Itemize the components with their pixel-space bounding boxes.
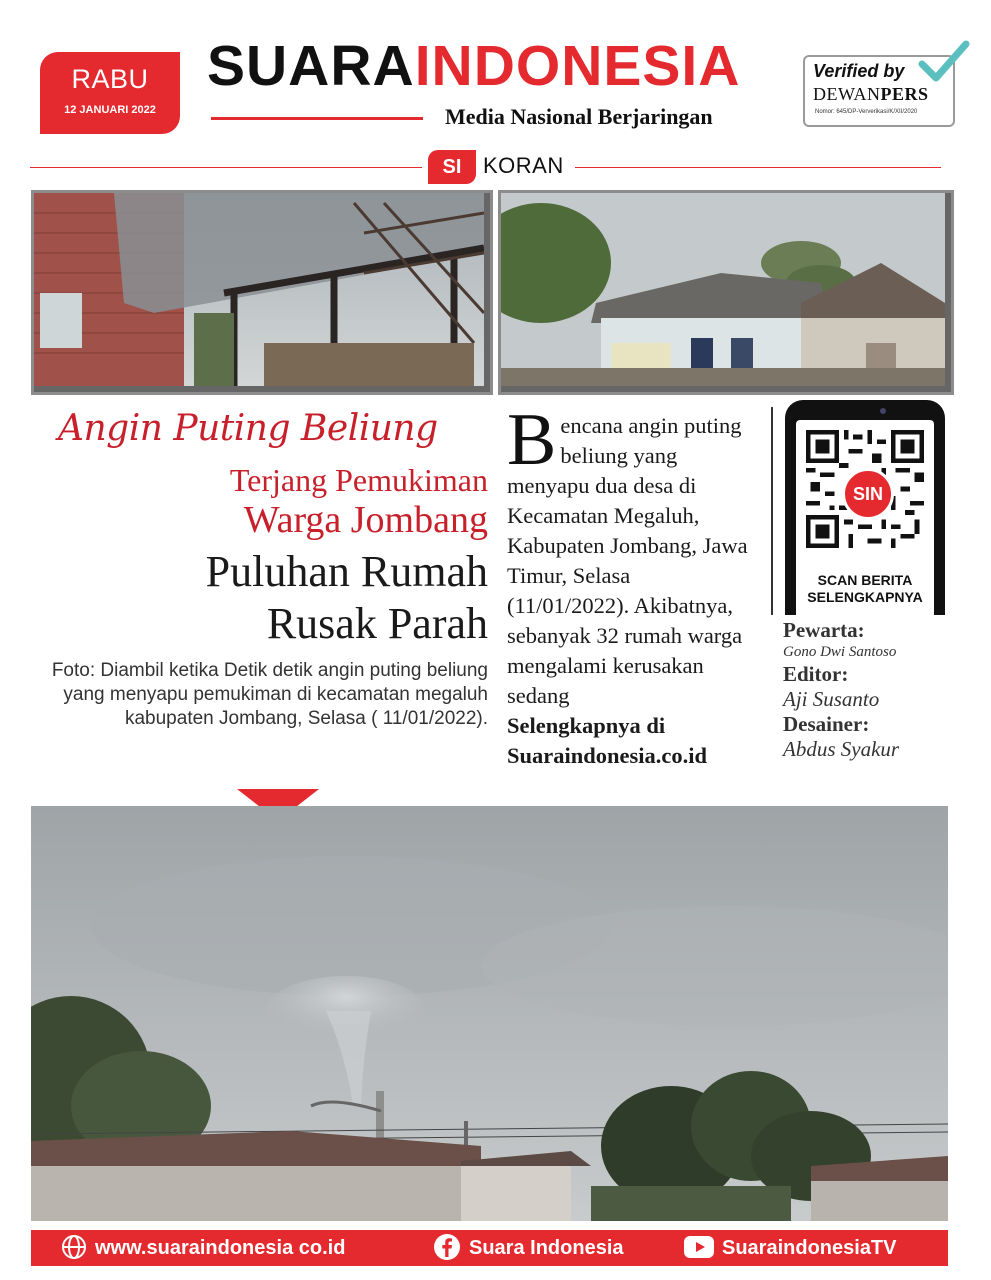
credits (783, 618, 983, 762)
footer-facebook-link[interactable] (433, 1230, 624, 1266)
headline-line-3: Puluhan Rumah (205, 547, 488, 596)
verified-label: Verified by (813, 61, 905, 81)
village-houses-photo (498, 190, 954, 395)
facebook-icon (433, 1233, 461, 1261)
section-divider-left (30, 167, 422, 168)
editor-label: Editor: (783, 662, 849, 686)
footer-bar (31, 1230, 948, 1266)
footer-youtube-text: SuaraindonesiaTV (722, 1237, 897, 1259)
footer-website-text: www.suaraindonesia co.id (95, 1237, 346, 1259)
reporter-name: Gono Dwi Santoso (783, 644, 897, 660)
damaged-roof-photo (31, 190, 493, 395)
article-text: encana angin puting beliung yang menyapu dua desa di Kecamatan Megaluh, Kabupaten Jombang, Jawa Timur, Selasa (11/01/2022). Akibatnya, sebanyak 32 rumah warga mengalami kerusakan sedang (507, 413, 748, 708)
headline-line-4: Rusak Parah (266, 599, 488, 648)
editor-name: Aji Susanto (783, 687, 880, 711)
headline-line-2: Warga Jombang (243, 499, 488, 541)
brand-logo[interactable] (207, 34, 741, 98)
headline-block (40, 462, 488, 650)
section-badge: SI (428, 150, 476, 184)
youtube-icon (684, 1236, 714, 1258)
verification-number: Nomor: 645/DP-Ververikasi/K/XII/2020 (815, 109, 918, 115)
dewan-label: DEWAN (813, 84, 881, 104)
globe-icon (61, 1234, 87, 1260)
designer-label: Desainer: (783, 712, 870, 736)
headline-line-1: Terjang Pemukiman (229, 462, 488, 498)
article-body (507, 399, 757, 771)
read-more-label: Selengkapnya di (507, 713, 666, 738)
headline-script: Angin Puting Beliung (58, 408, 438, 449)
check-icon (918, 40, 970, 84)
footer-facebook-text: Suara Indonesia (469, 1237, 624, 1259)
read-more-link[interactable]: Suaraindonesia.co.id (507, 743, 708, 768)
brand-word-indonesia: INDONESIA (414, 34, 741, 98)
scan-label (796, 572, 934, 606)
camera-icon (880, 408, 886, 414)
designer-name: Abdus Syakur (783, 737, 900, 761)
scan-label-line-1: SCAN BERITA (817, 572, 913, 588)
brand-underline (211, 117, 423, 120)
column-divider (771, 407, 773, 615)
phone-screen (796, 420, 934, 615)
sin-logo: SIN (842, 468, 894, 520)
date-badge (40, 52, 180, 134)
scan-label-line-2: SELENGKAPNYA (807, 589, 923, 605)
tornado-photo (31, 806, 948, 1221)
issue-date: 12 JANUARI 2022 (64, 104, 156, 116)
issue-day: RABU (71, 64, 149, 94)
brand-word-suara: SUARA (207, 34, 415, 98)
section-label: KORAN (483, 153, 564, 178)
dewan-pers-label (813, 84, 929, 105)
reporter-label: Pewarta: (783, 618, 865, 642)
tagline: Media Nasional Berjaringan (445, 104, 713, 129)
footer-youtube-link[interactable] (684, 1230, 897, 1266)
photo-caption: Foto: Diambil ketika Detik detik angin puting beliung yang menyapu pemukiman di kecamatan megaluh kabupaten Jombang, Selasa ( 11/01/2022). (51, 660, 488, 729)
qr-phone[interactable] (785, 400, 945, 615)
section-divider-right (575, 167, 941, 168)
footer-website-link[interactable] (61, 1230, 345, 1266)
drop-cap: B (507, 399, 557, 481)
pers-label: PERS (880, 84, 929, 104)
